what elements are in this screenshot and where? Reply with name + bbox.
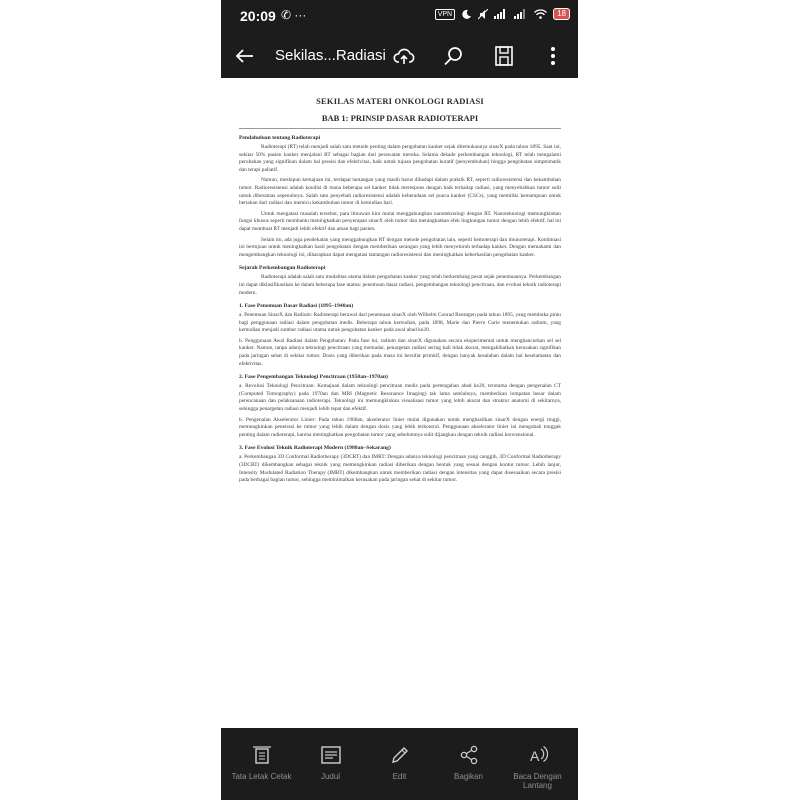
vpn-badge: VPN — [435, 9, 455, 20]
doc-title: SEKILAS MATERI ONKOLOGI RADIASI — [316, 96, 484, 106]
section-heading: Sejarah Perkembangan Radioterapi — [239, 265, 326, 272]
paragraph: b. Pengenalan Akselerator Linier: Pada tahun 1960an, akselerator linier mulai digunakan untuk menghasilkan sinarX dengan energi tinggi, memungkinkan penetrasi ke tumor yang lebih dalam dengan dosis yang lebih terkontrol. Penggunaan akselerator linier ini mengubah tonggak penting dalam radioterapi, karena meningkatkan pengobatan tumor yang sebelumnya sulit dijangkau dengan teknik radiasi konvensional. — [239, 416, 561, 438]
document-view[interactable] — [221, 78, 578, 728]
search-icon[interactable] — [442, 44, 466, 68]
signal-icon — [494, 9, 508, 19]
doc-subtitle: BAB 1: PRINSIP DASAR RADIOTERAPI — [321, 113, 479, 123]
paragraph: b. Penggunaan Awal Radiasi dalam Pengobatan: Pada fase ini, radium dan sinarX digunakan secara eksperimental untuk menghancurkan sel sel kanker. Namun, tanpa adanya teknologi pencitraan yang memadai, penargetan radiasi sering kali tidak akurat, mengakibatkan kerusakan signifikan pada jaringan sehat di sekitar tumor. Dosis yang diberikan pada masa ini bersifat primitif, dengan banyak kesalahan dalam hal keselamatan dan efektivitas. — [239, 337, 561, 367]
headings-icon — [320, 744, 342, 766]
phone-screen — [221, 0, 578, 800]
edit-button[interactable] — [364, 744, 435, 781]
paragraph: Namun, meskipun kemajuan ini, terdapat tantangan yang masih harus dihadapi dalam praktik RT, seperti radioresistensi dan kekambuhan tumor. Radioresistensi adalah kondisi di mana beberapa sel kanker tidak merespons dengan baik terhadap radiasi, yang menyebabkan tumor sulit untuk diberantas sepenuhnya. Salah satu penyebab radioresistensi adalah keberadaan sel punca kanker (CSCs), yang memiliki kemampuan untuk bertahan dari radiasi dan memicu kekambuhan tumor di kemudian hari. — [239, 177, 561, 207]
read-aloud-label: Baca Dengan Lantang — [513, 772, 562, 790]
pencil-icon — [389, 744, 411, 766]
headings-label: Judul — [320, 772, 341, 781]
wifi-icon — [534, 9, 547, 19]
svg-text:A: A — [529, 748, 539, 764]
notification-icons: ✆ ··· — [281, 8, 307, 22]
battery-icon: 18 — [553, 8, 570, 20]
section-heading: Pendahuluan tentang Radioterapi — [239, 135, 321, 141]
headings-button[interactable] — [295, 744, 366, 781]
status-bar — [221, 0, 578, 34]
document-page — [239, 86, 561, 488]
paragraph: Selain itu, ada juga pendekatan yang menggabungkan RT dengan metode pengobatan lain, seperti kemoterapi dan imunoterapi. Kombinasi ini bertujuan untuk meningkatkan hasil pengobatan dengan memberikan serangan yang lebih menyeluruh terhadap kanker. Dengan memahami dan mengembangkan teknologi ini, diharapkan dapat mengatasi tantangan radioresistensi dan meningkatkan keberhasilan pengobatan kanker. — [239, 236, 561, 258]
paragraph: a. Perkembangan 3D Conformal Radiotherapy (3DCRT) dan IMRT: Dengan adanya teknologi pencitraan yang canggih, 3D Conformal Radiotherapy (3DCRT) dikembangkan sebagai teknik yang memungkinkan radiasi diberikan dengan bentuk yang sesuai dengan kontur tumor. Lebih lanjut, Intensity Modulated Radiation Therapy (IMRT) dikembangkan untuk memberikan radiasi dengan intensitas yang dapat disesuaikan secara presisi pada berbagai bagian tumor, sehingga meminimalkan kerusakan pada jaringan sehat di sekitar tumor. — [239, 454, 561, 484]
paragraph: a. Revolusi Teknologi Pencitraan: Kemajuan dalam teknologi pencitraan medis pada pertengahan abad ke20, terutama dengan pengenalan CT (Computed Tomography) pada 1970an dan MRI (Magnetic Resonance Imaging) tak lama setelahnya, memberikan lompatan besar dalam perencanaan dan pelaksanaan radioterapi. Teknologi ini memungkinkan visualisasi tumor yang lebih akurat dan struktur anatomi di sekitarnya, sehingga penargetan radiasi menjadi lebih tepat dan efektif. — [239, 383, 561, 413]
read-aloud-button[interactable] — [502, 744, 573, 790]
cloud-upload-icon[interactable] — [392, 44, 416, 68]
print-layout-button[interactable] — [226, 744, 297, 781]
app-bar — [221, 34, 578, 78]
paragraph: Radioterapi adalah salah satu modalitas utama dalam pengobatan kanker yang telah berkembang pesat sejak penemuannya. Perkembangan ini dapat diklasifikasikan ke dalam beberapa fase utama: penemuan dasar radiasi, pengembangan teknologi pencitraan, dan evolusi teknik radioterapi modern. — [239, 274, 561, 296]
paragraph: Untuk mengatasi masalah tersebut, para ilmuwan kini mulai menggabungkan nanoteknologi dengan RT. Nanoteknologi memungkinkan fungsi khusus seperti membantu meningkatkan penyerapan sinarX oleh tumor dan meningkatkan efek lingkungan tumor dengan lebih efektif, hal ini dapat membuat RT menjadi lebih efektif dan aman bagi pasien. — [239, 210, 561, 232]
phase-heading: 1. Fase Penemuan Dasar Radiasi (1895–1940an) — [239, 303, 354, 310]
paragraph: Radioterapi (RT) telah menjadi salah satu metode penting dalam pengobatan kanker sejak ditemukannya sinarX pada tahun 1895. Saat ini, sekitar 50% pasien kanker menjalani RT sebagai bagian dari perawatan mereka. Selama dekade perkembangan teknologi, RT telah mengalami perubahan yang signifikan dalam hal presisi dan efektivitas, baik untuk tujuan pengobatan kuratif (penyembuhan) hingga pengobatan simptomatik dan terapi paliatif. — [239, 144, 561, 173]
share-icon — [458, 744, 480, 766]
phase-heading: 3. Fase Evolusi Teknik Radioterapi Modern (1980an–Sekarang) — [239, 445, 391, 452]
back-arrow-icon[interactable] — [233, 44, 257, 68]
signal-icon-2 — [514, 9, 528, 19]
print-layout-icon — [251, 744, 273, 766]
system-icons — [435, 8, 570, 20]
title-divider — [239, 128, 561, 129]
paragraph: a. Penemuan SinarX dan Radium: Radioterapi berawal dari penemuan sinarX oleh Wilhelm Conrad Roentgen pada tahun 1895, yang membuka pintu bagi penggunaan radiasi dalam pengobatan medis. Beberapa tahun kemudian, pada 1898, Marie dan Pierre Curie menemukan radium, yang kemudian menjadi sumber radiasi utama untuk pengobatan kanker pada awal abad ke20. — [239, 312, 561, 334]
mute-icon — [478, 9, 488, 20]
share-button[interactable] — [433, 744, 504, 781]
share-label: Bagikan — [454, 772, 483, 781]
more-options-icon[interactable] — [541, 44, 565, 68]
phase-heading: 2. Fase Pengembangan Teknologi Pencitraan (1950an–1970an) — [239, 374, 388, 381]
save-icon[interactable] — [492, 44, 516, 68]
read-aloud-icon — [527, 744, 549, 766]
print-layout-label: Tata Letak Cetak — [231, 772, 292, 781]
bottom-toolbar — [221, 728, 578, 800]
status-time: 20:09 — [240, 8, 276, 24]
edit-label: Edit — [392, 772, 407, 781]
do-not-disturb-icon — [461, 9, 472, 20]
document-title: Sekilas...Radiasi — [275, 47, 386, 64]
